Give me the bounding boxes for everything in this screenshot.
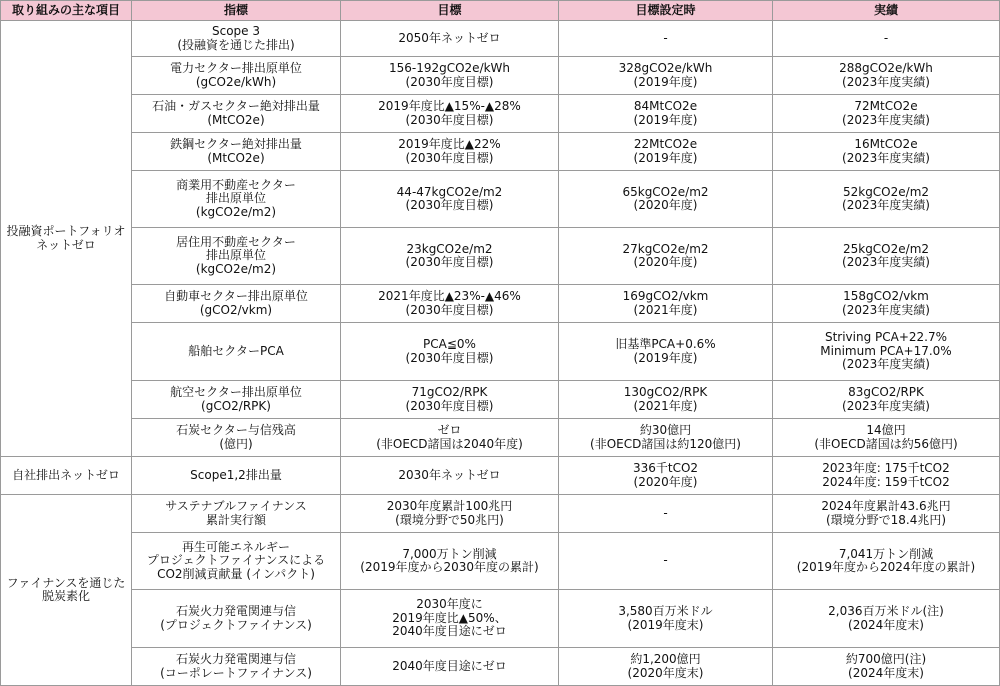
target-cell-line: 2019年度比▲15%-▲28% [378, 99, 521, 113]
table-row [1, 133, 1000, 171]
indicator-cell-line: (gCO2/RPK) [201, 398, 271, 413]
actual-cell [773, 171, 1000, 228]
target-cell [341, 533, 559, 590]
indicator-cell [132, 381, 341, 419]
table-row [1, 285, 1000, 323]
actual-cell [773, 133, 1000, 171]
indicator-cell [132, 590, 341, 648]
indicator-cell-line: Scope1,2排出量 [190, 467, 282, 482]
target-cell-line: ゼロ [437, 423, 462, 437]
target-cell-line: (2030年度目標) [405, 198, 494, 212]
actual-cell [773, 95, 1000, 133]
actual-cell-line: (2023年度実績) [842, 255, 930, 269]
target-cell-line: 23kgCO2e/m2 [406, 241, 493, 256]
target-cell-line: 2040年度目途にゼロ [392, 658, 507, 673]
indicator-cell-line: 商業用不動産セクター [176, 177, 296, 192]
baseline-cell [559, 323, 773, 381]
target-cell-line: 2019年度比▲50%、 [392, 610, 507, 625]
category-cell [1, 495, 132, 686]
baseline-cell-line: 169gCO2/vkm [622, 289, 709, 303]
actual-cell-line: (2019年度から2024年度の累計) [796, 560, 976, 574]
actual-cell-line: 158gCO2/vkm [843, 289, 929, 303]
target-cell-line: (2030年度目標) [405, 398, 494, 413]
target-cell-line: (2030年度目標) [405, 150, 494, 165]
actual-cell [773, 457, 1000, 495]
actual-cell-line: (2023年度実績) [842, 198, 930, 212]
actual-cell-line: 83gCO2/RPK [848, 385, 924, 399]
actual-cell [773, 419, 1000, 457]
actual-cell [773, 21, 1000, 57]
actual-cell-line: (2024年度末) [848, 617, 924, 632]
baseline-cell-line: (2019年度末) [627, 617, 704, 632]
baseline-cell [559, 457, 773, 495]
target-cell [341, 495, 559, 533]
baseline-cell-line: 22MtCO2e [633, 137, 698, 151]
actual-cell-line: (環境分野で18.4兆円) [825, 512, 947, 527]
baseline-cell [559, 590, 773, 648]
baseline-cell-line: (2021年度) [633, 302, 698, 317]
table-row [1, 533, 1000, 590]
indicator-cell-line: (プロジェクトファイナンス) [160, 617, 312, 632]
baseline-cell-line: (2020年度) [633, 198, 698, 212]
baseline-cell-line: (2019年度) [633, 74, 698, 89]
baseline-cell-line: (2021年度) [633, 398, 698, 413]
actual-cell-line: (2023年度実績) [842, 150, 930, 165]
indicator-cell-line: プロジェクトファイナンスによる [146, 553, 326, 568]
actual-cell-line: (2024年度末) [848, 665, 924, 680]
category-cell-line: ファイナンスを通じた [6, 575, 126, 590]
actual-cell-line: (2023年度実績) [842, 398, 930, 413]
actual-cell-line: 16MtCO2e [854, 137, 918, 151]
indicator-cell [132, 495, 341, 533]
actual-cell [773, 57, 1000, 95]
target-cell-line: (2030年度目標) [405, 350, 494, 365]
target-cell [341, 457, 559, 495]
indicator-cell [132, 323, 341, 381]
actual-cell-line: (非OECD諸国は約56億円) [814, 436, 958, 451]
baseline-cell-line: 336千tCO2 [632, 461, 699, 475]
baseline-cell-line: (2020年度末) [627, 665, 704, 680]
indicator-cell-line: 石炭火力発電関連与信 [175, 652, 296, 666]
baseline-cell [559, 285, 773, 323]
baseline-cell [559, 495, 773, 533]
target-cell-line: 156-192gCO2e/kWh [388, 61, 511, 75]
actual-cell-line: 2,036百万米ドル(注) [828, 604, 944, 618]
table-row [1, 381, 1000, 419]
indicator-cell-line: 排出原単位 [205, 248, 266, 263]
baseline-cell [559, 21, 773, 57]
category-cell [1, 21, 132, 457]
indicator-cell-line: 自動車セクター排出原単位 [164, 289, 308, 303]
target-cell [341, 323, 559, 381]
actual-cell-line: 72MtCO2e [854, 99, 918, 113]
target-cell-line: (2019年度から2030年度の累計) [360, 560, 539, 574]
baseline-cell-line: (非OECD諸国は約120億円) [590, 436, 741, 451]
table-row [1, 228, 1000, 285]
table-row [1, 590, 1000, 648]
baseline-cell-line: 130gCO2/RPK [623, 385, 708, 399]
actual-cell [773, 590, 1000, 648]
category-cell-line: 脱炭素化 [41, 589, 90, 603]
indicator-cell-line: 排出原単位 [205, 191, 266, 206]
target-cell [341, 228, 559, 285]
category-cell-line: ネットゼロ [36, 237, 96, 252]
indicator-cell-line: 電力セクター排出原単位 [170, 61, 302, 75]
baseline-cell-line: 27kgCO2e/m2 [622, 241, 709, 256]
target-cell [341, 648, 559, 686]
indicator-cell-line: 石炭火力発電関連与信 [175, 604, 296, 618]
indicator-cell [132, 133, 341, 171]
baseline-cell-line: (2020年度) [633, 474, 698, 489]
target-cell-line: 7,000万トン削減 [402, 546, 497, 561]
baseline-cell-line: (2019年度) [633, 150, 698, 165]
indicator-cell-line: 船舶セクターPCA [188, 343, 284, 358]
target-cell-line: 2040年度目途にゼロ [392, 624, 507, 639]
indicator-cell [132, 171, 341, 228]
target-cell-line: (2030年度目標) [405, 112, 494, 127]
actual-cell-line: 2024年度: 159千tCO2 [822, 474, 950, 489]
indicator-cell-line: 累計実行額 [205, 512, 266, 527]
indicator-cell-line: (gCO2e/kWh) [195, 74, 277, 89]
table-row [1, 648, 1000, 686]
target-cell-line: (2030年度目標) [405, 255, 494, 269]
target-cell-line: 71gCO2/RPK [411, 385, 488, 399]
target-cell [341, 21, 559, 57]
target-cell-line: 2021年度比▲23%-▲46% [378, 289, 521, 303]
actual-cell [773, 381, 1000, 419]
table-row [1, 457, 1000, 495]
indicator-cell [132, 95, 341, 133]
actual-cell [773, 648, 1000, 686]
actual-cell [773, 228, 1000, 285]
actual-cell-line: 7,041万トン削減 [838, 546, 934, 561]
baseline-cell-line: 約1,200億円 [630, 652, 701, 666]
baseline-cell-line: 84MtCO2e [633, 99, 698, 113]
indicator-cell-line: (kgCO2e/m2) [195, 261, 277, 276]
header-target: 目標 [341, 1, 559, 21]
baseline-cell-line: - [663, 30, 668, 45]
indicator-cell-line: サステナブルファイナンス [165, 499, 307, 513]
category-cell [1, 457, 132, 495]
baseline-cell-line: 65kgCO2e/m2 [622, 184, 709, 199]
indicator-cell-line: (MtCO2e) [207, 112, 265, 127]
baseline-cell-line: (2019年度) [633, 350, 698, 365]
table-row [1, 495, 1000, 533]
table-row [1, 323, 1000, 381]
target-cell [341, 171, 559, 228]
actual-cell-line: (2023年度実績) [842, 302, 930, 317]
baseline-cell-line: 旧基準PCA+0.6% [615, 337, 716, 351]
indicator-cell [132, 533, 341, 590]
target-cell [341, 419, 559, 457]
baseline-cell [559, 381, 773, 419]
baseline-cell-line: - [663, 505, 668, 520]
target-cell-line: 2030年ネットゼロ [398, 467, 501, 482]
baseline-cell [559, 533, 773, 590]
target-cell [341, 133, 559, 171]
baseline-cell [559, 95, 773, 133]
target-cell-line: 44-47kgCO2e/m2 [396, 184, 503, 199]
actual-cell [773, 285, 1000, 323]
header-indicator: 指標 [132, 1, 341, 21]
table-body [1, 21, 1000, 686]
baseline-cell [559, 228, 773, 285]
target-cell-line: (非OECD諸国は2040年度) [376, 436, 523, 451]
indicator-cell-line: 石炭セクター与信残高 [176, 423, 296, 437]
actual-cell [773, 323, 1000, 381]
actual-cell-line: (2023年度実績) [842, 112, 930, 127]
table-row [1, 171, 1000, 228]
indicator-cell-line: 再生可能エネルギー [181, 539, 290, 554]
baseline-cell-line: 328gCO2e/kWh [618, 61, 713, 75]
indicator-cell [132, 457, 341, 495]
baseline-cell [559, 648, 773, 686]
target-cell-line: 2050年ネットゼロ [398, 30, 501, 45]
actual-cell-line: (2023年度実績) [842, 357, 930, 372]
target-cell [341, 285, 559, 323]
target-cell-line: 2030年度累計100兆円 [386, 499, 513, 513]
baseline-cell-line: 3,580百万米ドル [618, 604, 713, 618]
target-cell-line: 2019年度比▲22% [398, 137, 501, 151]
actual-cell [773, 495, 1000, 533]
actual-cell [773, 533, 1000, 590]
indicator-cell-line: 居住用不動産セクター [176, 234, 296, 249]
target-cell-line: (2030年度目標) [405, 74, 494, 89]
header-baseline: 目標設定時 [559, 1, 773, 21]
target-cell-line: PCA≦0% [423, 337, 476, 351]
baseline-cell-line: (2019年度) [633, 112, 698, 127]
indicator-cell-line: (億円) [219, 436, 253, 451]
indicator-cell [132, 57, 341, 95]
target-cell-line: (2030年度目標) [405, 302, 494, 317]
target-cell-line: 2030年度に [416, 597, 483, 612]
indicator-cell-line: (kgCO2e/m2) [195, 204, 277, 219]
indicator-cell-line: (コーポレートファイナンス) [160, 665, 312, 680]
category-cell-line: 自社排出ネットゼロ [12, 467, 120, 482]
indicator-cell [132, 648, 341, 686]
header-category: 取り組みの主な項目 [1, 1, 132, 21]
indicator-cell-line: 鉄鋼セクター絶対排出量 [170, 137, 302, 151]
table-row [1, 21, 1000, 57]
baseline-cell [559, 57, 773, 95]
indicator-cell [132, 419, 341, 457]
table-row [1, 57, 1000, 95]
table-row [1, 95, 1000, 133]
actual-cell-line: 約700億円(注) [845, 652, 927, 666]
target-cell [341, 57, 559, 95]
header-actual: 実績 [773, 1, 1000, 21]
target-cell-line: (環境分野で50兆円) [395, 512, 504, 527]
indicator-cell-line: CO2削減貢献量 (インパクト) [157, 566, 315, 581]
actual-cell-line: Minimum PCA+17.0% [820, 343, 952, 358]
baseline-cell [559, 419, 773, 457]
target-cell [341, 381, 559, 419]
indicator-cell-line: Scope 3 [211, 24, 260, 38]
indicator-cell-line: (MtCO2e) [207, 150, 265, 165]
actual-cell-line: 52kgCO2e/m2 [842, 184, 930, 199]
baseline-cell-line: 約30億円 [639, 423, 692, 437]
baseline-cell [559, 133, 773, 171]
indicator-cell-line: 航空セクター排出原単位 [170, 385, 302, 399]
table-row [1, 419, 1000, 457]
indicator-cell [132, 21, 341, 57]
category-cell-line: 投融資ポートフォリオ [6, 224, 126, 238]
indicator-cell [132, 285, 341, 323]
indicator-cell-line: (gCO2/vkm) [199, 302, 273, 317]
actual-cell-line: - [883, 30, 889, 45]
baseline-cell-line: - [663, 553, 668, 568]
actual-cell-line: Striving PCA+22.7% [824, 330, 948, 345]
target-cell [341, 95, 559, 133]
indicator-cell-line: 石油・ガスセクター絶対排出量 [152, 99, 320, 113]
baseline-cell-line: (2020年度) [633, 255, 698, 269]
indicator-cell [132, 228, 341, 285]
actual-cell-line: (2023年度実績) [842, 74, 930, 89]
baseline-cell [559, 171, 773, 228]
actual-cell-line: 2024年度累計43.6兆円 [821, 499, 951, 513]
target-cell [341, 590, 559, 648]
actual-cell-line: 2023年度: 175千tCO2 [822, 461, 950, 475]
actual-cell-line: 288gCO2e/kWh [839, 61, 933, 75]
actual-cell-line: 25kgCO2e/m2 [842, 241, 930, 256]
header-row [1, 1, 1000, 21]
actual-cell-line: 14億円 [866, 423, 906, 437]
indicator-cell-line: (投融資を通じた排出) [177, 37, 295, 52]
